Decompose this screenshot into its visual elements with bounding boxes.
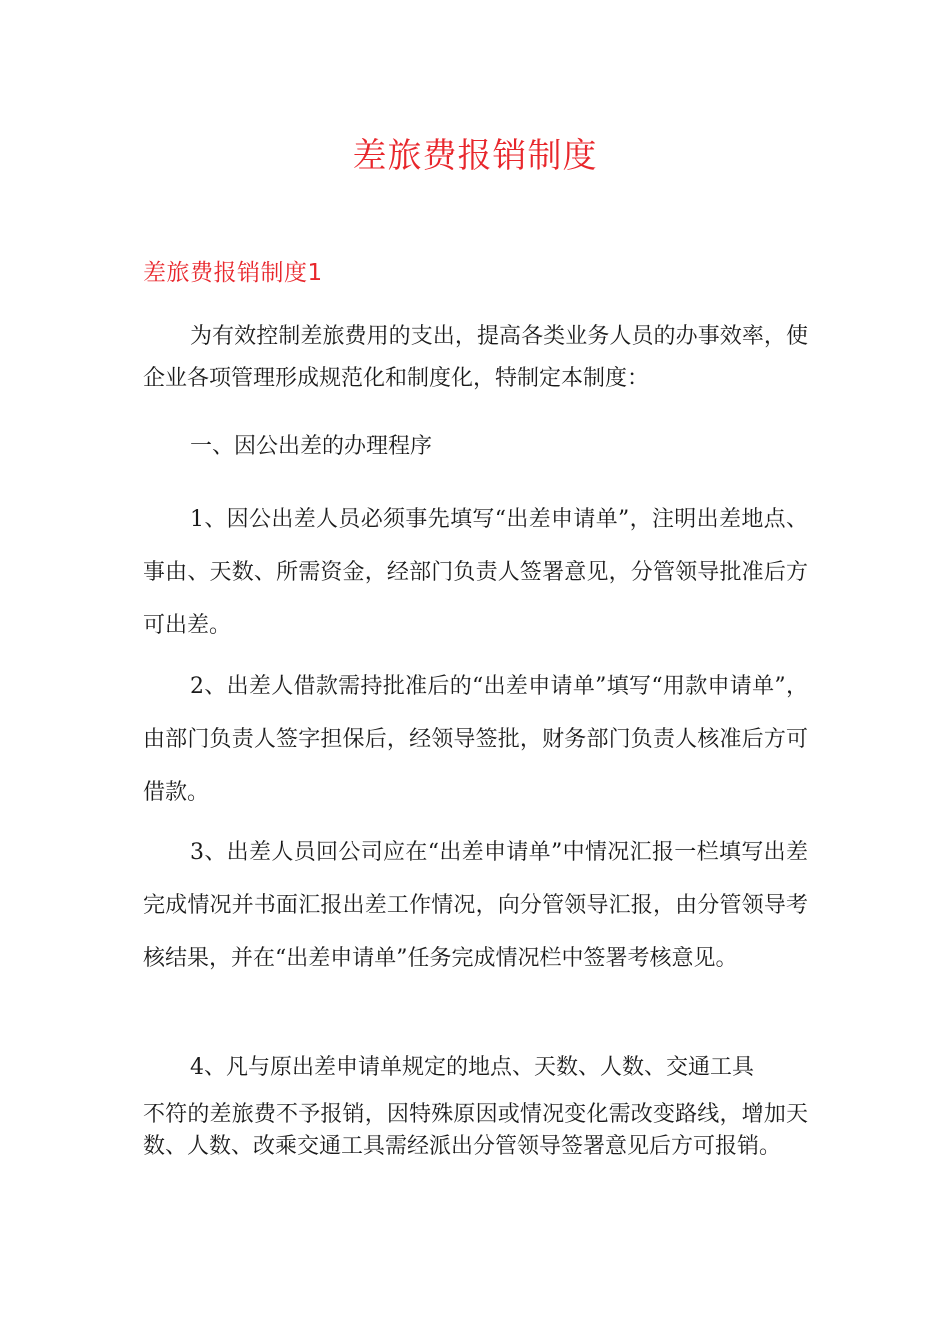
item-4-first-line: 4、凡与原出差申请单规定的地点、天数、人数、交通工具	[190, 1055, 754, 1080]
item-2-paragraph: 2、出差人借款需持批准后的“出差申请单”填写“用款申请单”，由部门负责人签字担保后，经领导签批，财务部门负责人核准后方可借款。	[143, 674, 808, 805]
intro-paragraph: 为有效控制差旅费用的支出，提高各类业务人员的办事效率，使企业各项管理形成规范化和制度化，特制定本制度：	[143, 324, 808, 391]
item-3-paragraph: 3、出差人员回公司应在“出差申请单”中情况汇报一栏填写出差完成情况并书面汇报出差工作情况，向分管领导汇报，由分管领导考核结果，并在“出差申请单”任务完成情况栏中签署考核意见。	[143, 840, 808, 971]
section-heading: 差旅费报销制度1	[143, 260, 323, 286]
part-one-heading: 一、因公出差的办理程序	[190, 434, 433, 459]
item-1-paragraph: 1、因公出差人员必须事先填写“出差申请单”，注明出差地点、事由、天数、所需资金，经部门负责人签署意见，分管领导批准后方可出差。	[143, 507, 808, 638]
item-4-continuation: 不符的差旅费不予报销，因特殊原因或情况变化需改变路线，增加天数、人数、改乘交通工具需经派出分管领导签署意见后方可报销。	[143, 1102, 808, 1159]
document-title: 差旅费报销制度	[352, 136, 598, 176]
